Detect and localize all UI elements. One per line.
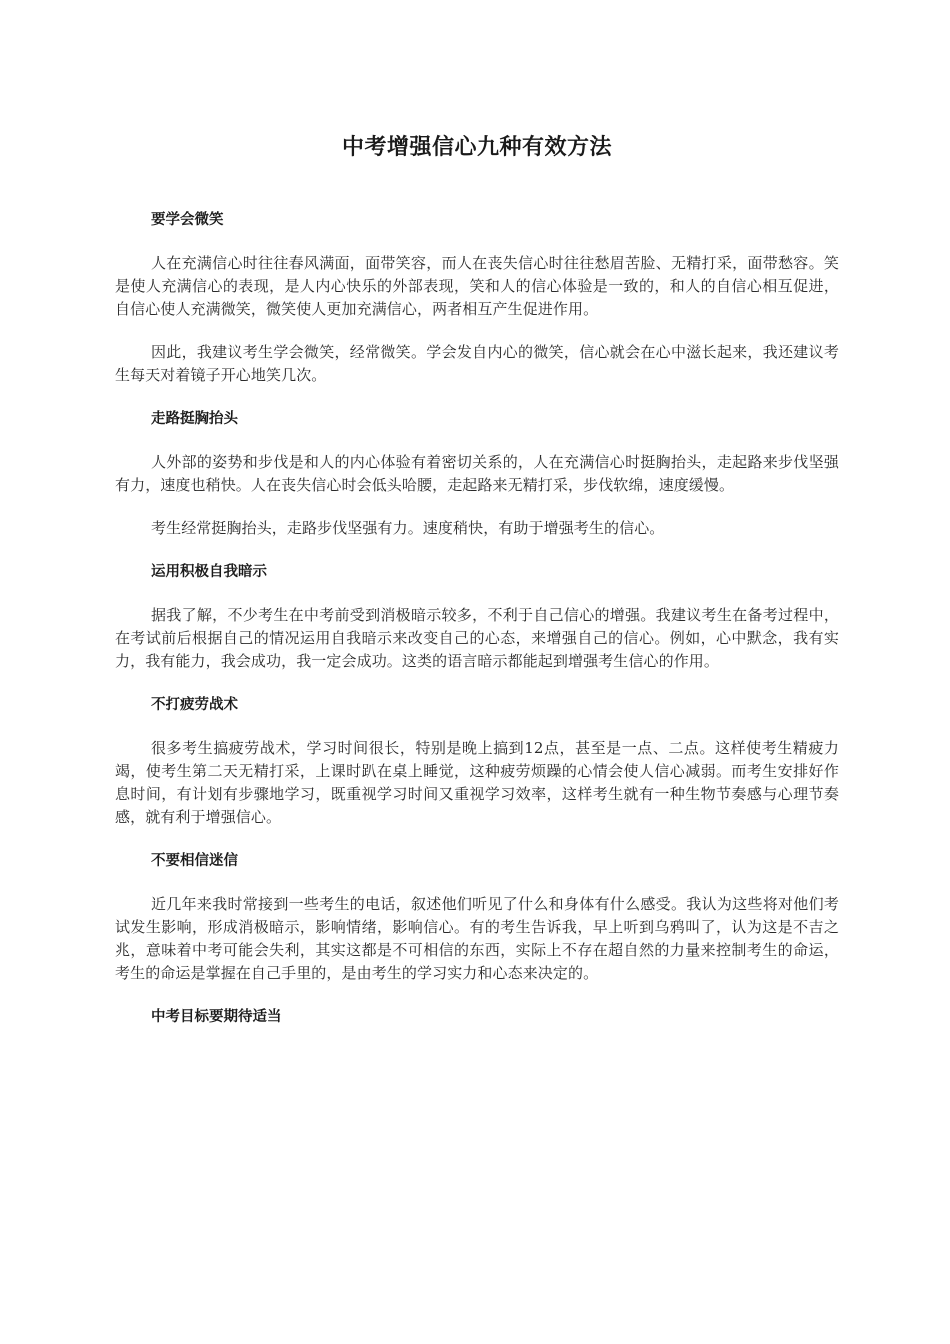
paragraph: 近几年来我时常接到一些考生的电话，叙述他们听见了什么和身体有什么感受。我认为这些将对他们考试发生影响，形成消极暗示，影响情绪，影响信心。有的考生告诉我，早上听到乌鸦叫了，认为这是不吉之兆，意味着中考可能会失利，其实这都是不可相信的东西，实际上不存在超自然的力量来控制考生的命运，考生的命运是掌握在自己手里的，是由考生的学习实力和心态来决定的。	[115, 895, 839, 982]
document-title: 中考增强信心九种有效方法	[341, 135, 612, 160]
paragraph: 人在充满信心时往往春风满面，面带笑容，而人在丧失信心时往往愁眉苦脸、无精打采，面带愁容。笑是使人充满信心的表现，是人内心快乐的外部表现，笑和人的信心体验是一致的，和人的自信心相互促进，自信心使人充满微笑，微笑使人更加充满信心，两者相互产生促进作用。	[115, 254, 839, 318]
document-body	[115, 132, 839, 1049]
section-heading-posture: 走路挺胸抬头	[151, 411, 238, 427]
section-heading-self-suggestion: 运用积极自我暗示	[151, 564, 267, 580]
section-heading-smile: 要学会微笑	[151, 212, 224, 228]
section-heading-no-superstition: 不要相信迷信	[151, 853, 238, 869]
section-heading-no-fatigue: 不打疲劳战术	[151, 697, 238, 713]
paragraph: 因此，我建议考生学会微笑，经常微笑。学会发自内心的微笑，信心就会在心中滋长起来，我还建议考生每天对着镜子开心地笑几次。	[115, 343, 839, 384]
paragraph: 考生经常挺胸抬头，走路步伐坚强有力。速度稍快，有助于增强考生的信心。	[151, 519, 665, 537]
paragraph: 人外部的姿势和步伐是和人的内心体验有着密切关系的，人在充满信心时挺胸抬头，走起路来步伐坚强有力，速度也稍快。人在丧失信心时会低头哈腰，走起路来无精打采，步伐软绵，速度缓慢。	[115, 453, 839, 494]
section-heading-goals: 中考目标要期待适当	[151, 1009, 282, 1025]
paragraph: 据我了解，不少考生在中考前受到消极暗示较多，不利于自己信心的增强。我建议考生在备考过程中，在考试前后根据自己的情况运用自我暗示来改变自己的心态，来增强自己的信心。例如，心中默念，我有实力，我有能力，我会成功，我一定会成功。这类的语言暗示都能起到增强考生信心的作用。	[115, 606, 839, 670]
paragraph: 很多考生搞疲劳战术，学习时间很长，特别是晚上搞到12点，甚至是一点、二点。这样使考生精疲力竭，使考生第二天无精打采，上课时趴在桌上睡觉，这种疲劳烦躁的心情会使人信心减弱。而考生安排好作息时间，有计划有步骤地学习，既重视学习时间又重视学习效率，这样考生就有一种生物节奏感与心理节奏感，就有利于增强信心。	[115, 739, 839, 826]
